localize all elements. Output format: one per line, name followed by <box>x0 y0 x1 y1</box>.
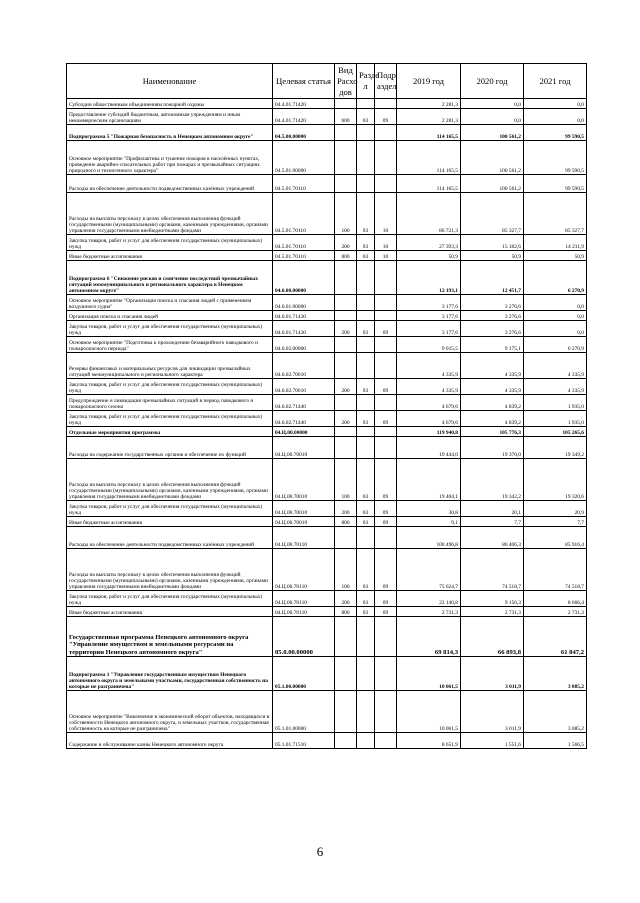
cell-year-2019: 3 177,6 <box>397 311 461 321</box>
table-row <box>67 733 587 749</box>
cell-name: Расходы на выплаты персоналу в целях обеспечения выполнения функций государственными (муниципальными) органами, казенными учреждениями, органами управления государственными внебюджетными фондами <box>67 193 273 235</box>
cell-target-article: 04.5.01.70110 <box>273 193 335 235</box>
cell-expense-type <box>335 691 357 733</box>
cell-section <box>357 175 375 193</box>
cell-year-2021: 1 566,5 <box>524 733 587 749</box>
table-row <box>67 517 587 527</box>
cell-section: 03 <box>357 235 375 251</box>
cell-target-article: 04.Ц.00.70110 <box>273 607 335 617</box>
cell-name: Расходы на обеспечение деятельности подведомственных казённых учреждений <box>67 175 273 193</box>
cell-subsection <box>375 353 397 379</box>
cell-subsection <box>375 141 397 175</box>
cell-year-2020: 50,9 <box>461 251 524 261</box>
cell-year-2020: 86 406,3 <box>461 527 524 549</box>
cell-name: Резервы финансовых и материальных ресурсов для ликвидации чрезвычайных ситуаций межмуниципального и регионального характера <box>67 353 273 379</box>
cell-target-article: 04.Ц.00.70110 <box>273 591 335 607</box>
header-name: Наименование <box>67 64 273 99</box>
cell-target-article: 05.1.00.00000 <box>273 657 335 691</box>
cell-year-2020: 74 518,7 <box>461 549 524 591</box>
cell-year-2019: 100 496,8 <box>397 527 461 549</box>
cell-name: Предупреждение и ликвидация чрезвычайных ситуаций в период паводкового и пожароопасного сезона <box>67 395 273 411</box>
cell-subsection: 09 <box>375 459 397 501</box>
cell-year-2019: 9,1 <box>397 517 461 527</box>
cell-year-2019: 114 165,5 <box>397 175 461 193</box>
cell-year-2021: 74 518,7 <box>524 549 587 591</box>
cell-expense-type <box>335 311 357 321</box>
cell-target-article: 04.Ц.00.70110 <box>273 527 335 549</box>
cell-expense-type: 200 <box>335 235 357 251</box>
cell-year-2021: 20,9 <box>524 501 587 517</box>
table-row <box>67 527 587 549</box>
cell-year-2020: 3 276,6 <box>461 311 524 321</box>
table-body <box>67 99 587 749</box>
cell-section <box>357 99 375 109</box>
cell-year-2021: 1 935,0 <box>524 411 587 427</box>
cell-target-article: 04.Ц.00.70010 <box>273 517 335 527</box>
cell-section: 03 <box>357 193 375 235</box>
cell-year-2019: 119 940,8 <box>397 427 461 437</box>
cell-expense-type: 200 <box>335 501 357 517</box>
cell-year-2020: 19 342,2 <box>461 459 524 501</box>
table-row <box>67 395 587 411</box>
cell-target-article: 04.6.01.71430 <box>273 311 335 321</box>
cell-section: 03 <box>357 501 375 517</box>
cell-expense-type <box>335 175 357 193</box>
cell-year-2019: 2 281,3 <box>397 109 461 125</box>
cell-subsection: 10 <box>375 251 397 261</box>
table-row <box>67 337 587 353</box>
cell-subsection <box>375 437 397 459</box>
cell-name: Расходы на выплаты персоналу в целях обеспечения выполнения функций государственными (муниципальными) органами, казенными учреждениями, органами управления государственными внебюджетными фондами <box>67 549 273 591</box>
table-row <box>67 591 587 607</box>
cell-year-2020: 12 451,7 <box>461 261 524 295</box>
cell-target-article: 04.6.02.00000 <box>273 337 335 353</box>
cell-section: 03 <box>357 411 375 427</box>
table-row <box>67 501 587 517</box>
cell-year-2021: 99 590,5 <box>524 141 587 175</box>
cell-expense-type <box>335 617 357 657</box>
cell-target-article: 04.4.01.71420 <box>273 109 335 125</box>
header-year-2020: 2020 год <box>461 64 524 99</box>
cell-year-2020: 2 731,3 <box>461 607 524 617</box>
cell-expense-type: 200 <box>335 379 357 395</box>
cell-year-2021: 19 320,6 <box>524 459 587 501</box>
table-row <box>67 235 587 251</box>
cell-name: Расходы на выплаты персоналу в целях обеспечения выполнения функций государственными (муниципальными) органами, казенными учреждениями, органами управления государственными внебюджетными фондами <box>67 459 273 501</box>
cell-section: 03 <box>357 379 375 395</box>
cell-name: Закупка товаров, работ и услуг для обеспечения государственных (муниципальных) нужд <box>67 591 273 607</box>
cell-year-2019: 19 404,1 <box>397 459 461 501</box>
cell-year-2020: 100 561,2 <box>461 125 524 141</box>
cell-year-2019: 30,8 <box>397 501 461 517</box>
cell-expense-type: 200 <box>335 321 357 337</box>
cell-target-article: 04.6.02.70610 <box>273 353 335 379</box>
cell-subsection: 10 <box>375 193 397 235</box>
cell-section: 03 <box>357 251 375 261</box>
cell-year-2019: 22 140,8 <box>397 591 461 607</box>
cell-expense-type <box>335 733 357 749</box>
cell-year-2019: 19 444,0 <box>397 437 461 459</box>
table-row <box>67 411 587 427</box>
cell-subsection <box>375 527 397 549</box>
cell-year-2021: 0,0 <box>524 99 587 109</box>
cell-section <box>357 295 375 311</box>
cell-section <box>357 337 375 353</box>
cell-section <box>357 437 375 459</box>
cell-subsection: 09 <box>375 607 397 617</box>
cell-year-2020: 100 561,2 <box>461 141 524 175</box>
cell-year-2021: 4 335,9 <box>524 353 587 379</box>
cell-section: 03 <box>357 549 375 591</box>
cell-section: 03 <box>357 607 375 617</box>
cell-expense-type: 200 <box>335 591 357 607</box>
cell-expense-type <box>335 527 357 549</box>
cell-name: Основное мероприятие "Организация поиска и спасания людей с применением воздушного судна" <box>67 295 273 311</box>
cell-year-2020: 3 011,9 <box>461 657 524 691</box>
cell-year-2020: 105 776,3 <box>461 427 524 437</box>
cell-year-2019: 4 335,9 <box>397 379 461 395</box>
cell-name: Основное мероприятие "Подготовка к прохождению безаварийного паводкового и пожароопасного периода" <box>67 337 273 353</box>
cell-year-2019: 4 679,6 <box>397 395 461 411</box>
cell-year-2021: 14 211,9 <box>524 235 587 251</box>
cell-subsection <box>375 733 397 749</box>
cell-expense-type <box>335 427 357 437</box>
cell-target-article: 04.Ц.00.70010 <box>273 501 335 517</box>
header-year-2021: 2021 год <box>524 64 587 99</box>
cell-target-article: 05.0.00.00000 <box>273 617 335 657</box>
cell-name: Иные бюджетные ассигнования <box>67 251 273 261</box>
cell-name: Закупка товаров, работ и услуг для обеспечения государственных (муниципальных) нужд <box>67 321 273 337</box>
cell-target-article: 04.5.01.70110 <box>273 251 335 261</box>
cell-year-2019: 3 177,6 <box>397 321 461 337</box>
cell-year-2021: 19 349,2 <box>524 437 587 459</box>
cell-year-2020: 66 893,8 <box>461 617 524 657</box>
cell-section <box>357 527 375 549</box>
cell-subsection <box>375 617 397 657</box>
cell-name: Подпрограмма 1 "Управление государственным имуществом Ненецкого автономного округа и земельными участками, государственная собственность на которые не разграничена" <box>67 657 273 691</box>
cell-name: Закупка товаров, работ и услуг для обеспечения государственных (муниципальных) нужд <box>67 379 273 395</box>
table-row <box>67 311 587 321</box>
cell-year-2020: 9 175,1 <box>461 337 524 353</box>
cell-section <box>357 427 375 437</box>
header-section: Разде л <box>357 64 375 99</box>
cell-section <box>357 141 375 175</box>
cell-target-article: 04.6.01.71430 <box>273 321 335 337</box>
cell-section <box>357 733 375 749</box>
table-row <box>67 261 587 295</box>
cell-section <box>357 353 375 379</box>
cell-year-2020: 9 156,3 <box>461 591 524 607</box>
cell-subsection <box>375 657 397 691</box>
cell-subsection <box>375 175 397 193</box>
cell-year-2020: 7,7 <box>461 517 524 527</box>
cell-year-2021: 85 327,7 <box>524 193 587 235</box>
cell-name: Иные бюджетные ассигнования <box>67 607 273 617</box>
cell-section: 03 <box>357 321 375 337</box>
cell-expense-type: 800 <box>335 607 357 617</box>
cell-expense-type <box>335 353 357 379</box>
cell-expense-type <box>335 437 357 459</box>
table-row <box>67 141 587 175</box>
cell-section <box>357 691 375 733</box>
cell-target-article: 04.Ц.00.70110 <box>273 549 335 591</box>
budget-table <box>66 63 587 749</box>
cell-subsection: 09 <box>375 591 397 607</box>
cell-year-2020: 3 011,9 <box>461 691 524 733</box>
cell-name: Закупка товаров, работ и услуг для обеспечения государственных (муниципальных) нужд <box>67 501 273 517</box>
table-row <box>67 459 587 501</box>
cell-year-2019: 50,9 <box>397 251 461 261</box>
cell-target-article: 04.6.02.71440 <box>273 411 335 427</box>
page-number: 6 <box>316 844 324 859</box>
cell-name: Закупка товаров, работ и услуг для обеспечения государственных (муниципальных) нужд <box>67 411 273 427</box>
cell-year-2021: 99 590,5 <box>524 175 587 193</box>
cell-year-2020: 0,0 <box>461 109 524 125</box>
cell-expense-type: 100 <box>335 459 357 501</box>
cell-expense-type: 800 <box>335 251 357 261</box>
cell-year-2021: 3 085,2 <box>524 691 587 733</box>
cell-target-article: 05.1.01.00000 <box>273 691 335 733</box>
table-row <box>67 99 587 109</box>
cell-subsection: 09 <box>375 321 397 337</box>
cell-name: Подпрограмма 6 "Снижение рисков и смягчение последствий чрезвычайных ситуаций межмуниципального и регионального характера в Ненецком автономном округе" <box>67 261 273 295</box>
cell-subsection: 09 <box>375 501 397 517</box>
cell-expense-type <box>335 395 357 411</box>
cell-year-2021: 3 085,2 <box>524 657 587 691</box>
cell-year-2019: 86 721,3 <box>397 193 461 235</box>
cell-name: Организация поиска и спасания людей <box>67 311 273 321</box>
cell-subsection <box>375 691 397 733</box>
cell-year-2021: 0,0 <box>524 295 587 311</box>
cell-subsection <box>375 311 397 321</box>
cell-name: Расходы на обеспечение деятельности подведомственных казённых учреждений <box>67 527 273 549</box>
table-row <box>67 437 587 459</box>
cell-target-article: 05.1.01.71510 <box>273 733 335 749</box>
cell-subsection: 09 <box>375 517 397 527</box>
cell-section <box>357 617 375 657</box>
cell-expense-type: 200 <box>335 411 357 427</box>
cell-expense-type: 600 <box>335 109 357 125</box>
table-row <box>67 617 587 657</box>
cell-target-article: 04.5.01.70110 <box>273 235 335 251</box>
cell-expense-type <box>335 99 357 109</box>
cell-subsection: 09 <box>375 411 397 427</box>
cell-expense-type: 100 <box>335 193 357 235</box>
cell-year-2020: 4 335,9 <box>461 353 524 379</box>
cell-target-article: 04.6.02.71440 <box>273 395 335 411</box>
cell-year-2021: 4 335,9 <box>524 379 587 395</box>
cell-year-2019: 114 165,5 <box>397 125 461 141</box>
cell-target-article: 04.Ц.00.00000 <box>273 427 335 437</box>
cell-year-2021: 6 270,9 <box>524 337 587 353</box>
table-row <box>67 109 587 125</box>
cell-year-2019: 4 335,9 <box>397 353 461 379</box>
cell-year-2019: 75 624,7 <box>397 549 461 591</box>
cell-target-article: 04.6.01.00000 <box>273 295 335 311</box>
cell-year-2021: 99 590,5 <box>524 125 587 141</box>
cell-name: Государственная программа Ненецкого автономного округа "Управление имуществом и земельными ресурсами на территории Ненецкого автономного округа" <box>67 617 273 657</box>
cell-year-2019: 27 393,3 <box>397 235 461 251</box>
cell-subsection <box>375 125 397 141</box>
cell-subsection <box>375 395 397 411</box>
cell-year-2021: 50,9 <box>524 251 587 261</box>
cell-year-2021: 8 666,4 <box>524 591 587 607</box>
cell-year-2020: 4 335,9 <box>461 379 524 395</box>
cell-section: 03 <box>357 109 375 125</box>
cell-subsection <box>375 295 397 311</box>
cell-year-2021: 0,0 <box>524 321 587 337</box>
table-row <box>67 427 587 437</box>
cell-name: Основное мероприятие "Профилактика и тушение пожаров в населённых пунктах, проведение аварийно-спасательных работ при пожарах и чрезвычайных ситуациях природного и техногенного характера" <box>67 141 273 175</box>
cell-expense-type <box>335 261 357 295</box>
cell-year-2021: 105 265,6 <box>524 427 587 437</box>
cell-target-article: 04.6.02.70610 <box>273 379 335 395</box>
cell-year-2020: 4 839,2 <box>461 395 524 411</box>
header-year-2019: 2019 год <box>397 64 461 99</box>
table-row <box>67 549 587 591</box>
cell-year-2019: 4 679,6 <box>397 411 461 427</box>
cell-name: Отдельные мероприятия программы <box>67 427 273 437</box>
cell-target-article: 04.5.01.00000 <box>273 141 335 175</box>
header-target-article: Целевая статья <box>273 64 335 99</box>
header-subsection: Подр аздел <box>375 64 397 99</box>
cell-target-article: 04.4.01.71420 <box>273 99 335 109</box>
cell-year-2020: 4 839,2 <box>461 411 524 427</box>
cell-year-2019: 12 193,1 <box>397 261 461 295</box>
cell-subsection: 09 <box>375 109 397 125</box>
cell-section <box>357 125 375 141</box>
cell-year-2020: 19 370,0 <box>461 437 524 459</box>
cell-year-2019: 3 177,6 <box>397 295 461 311</box>
table-row <box>67 607 587 617</box>
header-expense-type: Вид Расхо дов <box>335 64 357 99</box>
cell-year-2021: 61 847,2 <box>524 617 587 657</box>
cell-target-article: 04.Ц.00.70010 <box>273 459 335 501</box>
cell-section <box>357 395 375 411</box>
table-row <box>67 691 587 733</box>
table-row <box>67 175 587 193</box>
cell-year-2021: 6 270,9 <box>524 261 587 295</box>
cell-year-2019: 2 731,3 <box>397 607 461 617</box>
cell-year-2021: 0,0 <box>524 109 587 125</box>
cell-expense-type: 800 <box>335 517 357 527</box>
cell-year-2019: 10 061,5 <box>397 657 461 691</box>
table-row <box>67 321 587 337</box>
cell-year-2020: 15 182,6 <box>461 235 524 251</box>
cell-section <box>357 261 375 295</box>
cell-year-2019: 69 814,3 <box>397 617 461 657</box>
cell-year-2020: 1 551,6 <box>461 733 524 749</box>
cell-name: Подпрограмма 5 "Пожарная безопасность в Ненецком автономном округе" <box>67 125 273 141</box>
cell-year-2020: 20,1 <box>461 501 524 517</box>
cell-expense-type <box>335 337 357 353</box>
cell-subsection <box>375 427 397 437</box>
cell-expense-type <box>335 657 357 691</box>
cell-section <box>357 311 375 321</box>
cell-year-2021: 1 935,0 <box>524 395 587 411</box>
cell-target-article: 04.5.01.70110 <box>273 175 335 193</box>
cell-year-2019: 9 015,5 <box>397 337 461 353</box>
cell-year-2020: 3 276,6 <box>461 321 524 337</box>
cell-name: Предоставление субсидий бюджетным, автономным учреждениям и иным некоммерческим организациям <box>67 109 273 125</box>
cell-section <box>357 657 375 691</box>
cell-target-article: 04.6.00.00000 <box>273 261 335 295</box>
table-row <box>67 125 587 141</box>
cell-subsection <box>375 337 397 353</box>
table-row <box>67 193 587 235</box>
cell-year-2020: 85 327,7 <box>461 193 524 235</box>
cell-name: Содержание и обслуживание казны Ненецкого автономного округа <box>67 733 273 749</box>
table-row <box>67 251 587 261</box>
cell-section: 03 <box>357 459 375 501</box>
cell-expense-type <box>335 125 357 141</box>
cell-year-2021: 7,7 <box>524 517 587 527</box>
table-row <box>67 353 587 379</box>
cell-name: Субсидии общественным объединениям пожарной охраны <box>67 99 273 109</box>
cell-target-article: 04.5.00.00000 <box>273 125 335 141</box>
cell-subsection <box>375 261 397 295</box>
cell-year-2020: 3 276,6 <box>461 295 524 311</box>
budget-table-sheet <box>66 63 586 749</box>
table-row <box>67 295 587 311</box>
cell-name: Расходы на содержание государственных органов и обеспечение их функций <box>67 437 273 459</box>
cell-subsection <box>375 99 397 109</box>
cell-year-2020: 0,0 <box>461 99 524 109</box>
cell-year-2021: 0,0 <box>524 311 587 321</box>
cell-expense-type: 100 <box>335 549 357 591</box>
cell-subsection: 10 <box>375 235 397 251</box>
cell-section: 03 <box>357 517 375 527</box>
cell-year-2021: 2 731,3 <box>524 607 587 617</box>
cell-name: Закупка товаров, работ и услуг для обеспечения государственных (муниципальных) нужд <box>67 235 273 251</box>
cell-year-2021: 85 916,4 <box>524 527 587 549</box>
cell-year-2019: 10 061,5 <box>397 691 461 733</box>
cell-subsection: 09 <box>375 549 397 591</box>
cell-year-2019: 2 281,3 <box>397 99 461 109</box>
cell-subsection: 09 <box>375 379 397 395</box>
cell-year-2020: 100 561,2 <box>461 175 524 193</box>
cell-year-2019: 114 165,5 <box>397 141 461 175</box>
table-header-row <box>67 64 587 99</box>
cell-name: Иные бюджетные ассигнования <box>67 517 273 527</box>
cell-year-2019: 8 651,9 <box>397 733 461 749</box>
cell-expense-type <box>335 141 357 175</box>
cell-expense-type <box>335 295 357 311</box>
table-row <box>67 379 587 395</box>
cell-target-article: 04.Ц.00.70010 <box>273 437 335 459</box>
cell-name: Основное мероприятие "Вовлечение в экономический оборот объектов, находящихся в собственности Ненецкого автономного округа, и земельных участков, государственная собственность на которые не разграничена" <box>67 691 273 733</box>
table-row <box>67 657 587 691</box>
cell-section: 03 <box>357 591 375 607</box>
